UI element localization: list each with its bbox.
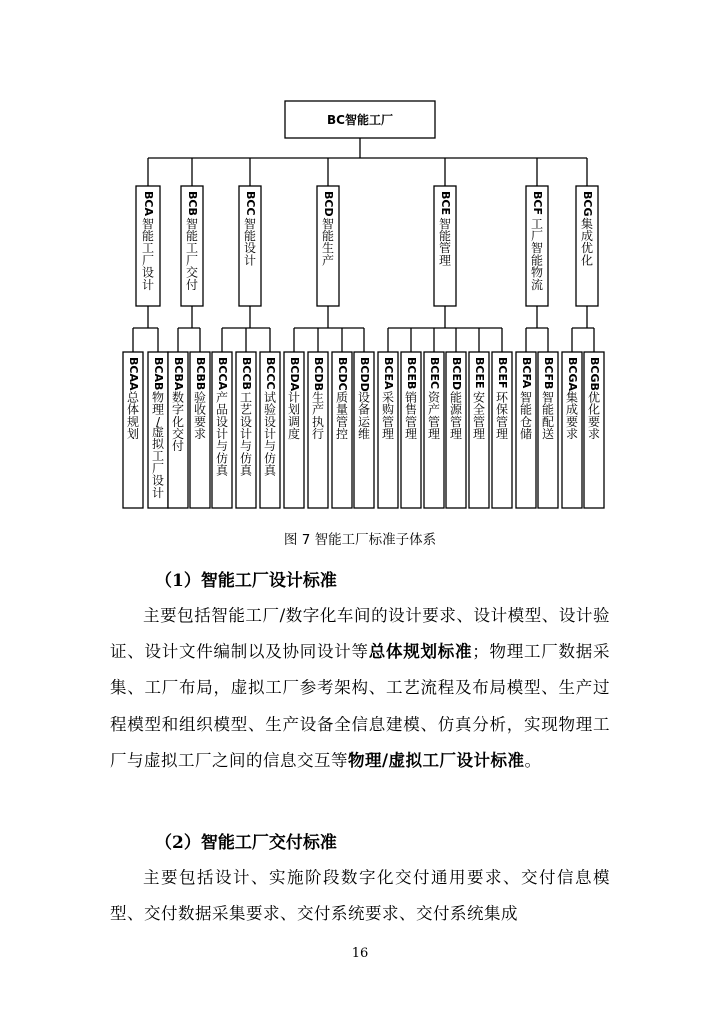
level1-name-3: 智能生产 bbox=[321, 216, 335, 268]
level2-name-3: 验收要求 bbox=[193, 390, 207, 441]
level1-code-0: BCA bbox=[142, 191, 155, 216]
section1-bold-b: 物理/虚拟工厂设计标准 bbox=[348, 750, 525, 770]
level2-name-10: 设备运维 bbox=[357, 390, 371, 441]
level2-code-11: BCEA bbox=[382, 357, 395, 390]
level2-name-16: 环保管理 bbox=[495, 390, 509, 441]
section2-paragraph: 主要包括设计、实施阶段数字化交付通用要求、交付信息模型、交付数据采集要求、交付系统要求、交付系统集成 bbox=[110, 868, 610, 924]
level2-code-10: BCDD bbox=[358, 357, 371, 392]
level2-code-6: BCCC bbox=[264, 357, 277, 390]
level2-code-4: BCCA bbox=[216, 357, 229, 391]
level2-name-6: 试验设计与仿真 bbox=[263, 390, 277, 478]
level2-name-19: 集成要求 bbox=[565, 390, 579, 441]
level2-code-0: BCAA bbox=[127, 357, 140, 391]
level1-name-1: 智能工厂交付 bbox=[185, 216, 199, 292]
level2-name-18: 智能配送 bbox=[541, 390, 555, 441]
level1-code-1: BCB bbox=[186, 191, 199, 216]
level2-name-20: 优化要求 bbox=[587, 390, 601, 441]
level2-name-1: 物理/虚拟工厂设计 bbox=[151, 390, 165, 500]
level2-code-14: BCED bbox=[450, 357, 463, 391]
level2-name-11: 采购管理 bbox=[381, 390, 395, 441]
section1-bold-a: 总体规划标准 bbox=[368, 642, 473, 662]
level2-code-15: BCEE bbox=[473, 357, 486, 389]
level1-name-4: 智能管理 bbox=[438, 216, 452, 268]
level2-name-9: 质量管控 bbox=[335, 390, 349, 441]
page-number: 16 bbox=[351, 946, 369, 961]
level2-code-18: BCFB bbox=[542, 357, 555, 390]
level1-name-5: 工厂智能物流 bbox=[530, 216, 544, 292]
level2-code-12: BCEB bbox=[405, 357, 418, 390]
level2-name-13: 资产管理 bbox=[427, 390, 441, 441]
level1-code-3: BCD bbox=[322, 191, 335, 217]
figure-caption: 图 7 智能工厂标准子体系 bbox=[283, 532, 437, 548]
level2-name-14: 能源管理 bbox=[449, 390, 463, 441]
level2-code-8: BCDB bbox=[312, 357, 325, 391]
root-node-label: BC智能工厂 bbox=[327, 113, 393, 127]
level1-name-0: 智能工厂设计 bbox=[141, 216, 155, 292]
level2-name-17: 智能仓储 bbox=[519, 390, 533, 441]
level2-name-8: 生产执行 bbox=[311, 390, 325, 441]
level2-code-1: BCAB bbox=[152, 357, 165, 391]
level2-name-0: 总体规划 bbox=[126, 390, 140, 441]
level2-name-15: 安全管理 bbox=[472, 390, 486, 441]
section1-text-a: 主要包括智能工厂/数字化车间的设计要求、设计模型、设计验证、设计文件编制以及协同设计等 bbox=[110, 606, 610, 662]
level2-name-4: 产品设计与仿真 bbox=[215, 390, 229, 478]
level2-code-16: BCEF bbox=[496, 357, 509, 389]
level2-code-9: BCDC bbox=[336, 357, 349, 391]
level1-code-4: BCE bbox=[439, 191, 452, 215]
level2-code-17: BCFA bbox=[520, 357, 533, 389]
section1-paragraph bbox=[110, 598, 610, 779]
level1-code-2: BCC bbox=[244, 191, 257, 216]
level2-name-5: 工艺设计与仿真 bbox=[239, 390, 253, 478]
level2-code-7: BCDA bbox=[288, 357, 301, 392]
section1-text-end: 。 bbox=[524, 750, 542, 770]
level2-code-2: BCBA bbox=[172, 357, 185, 391]
section2-heading: （2）智能工厂交付标准 bbox=[155, 833, 337, 853]
level2-code-5: BCCB bbox=[240, 357, 253, 390]
level2-code-19: BCGA bbox=[566, 357, 579, 391]
level2-code-13: BCEC bbox=[428, 357, 441, 390]
level2-name-12: 销售管理 bbox=[404, 390, 418, 441]
level2-code-20: BCGB bbox=[588, 357, 601, 391]
level1-code-6: BCG bbox=[581, 191, 594, 217]
level2-code-3: BCBB bbox=[194, 357, 207, 391]
section1-text-b: ；物理工厂数据采集、工厂布局，虚拟工厂参考架构、工艺流程及布局模型、生产过程模型和组织模型、生产设备全信息建模、仿真分析，实现物理工厂与虚拟工厂之间的信息交互等 bbox=[110, 642, 610, 770]
section1-heading: （1）智能工厂设计标准 bbox=[155, 571, 337, 591]
level1-name-2: 智能设计 bbox=[243, 216, 257, 268]
level2-name-7: 计划调度 bbox=[287, 390, 301, 441]
level2-name-2: 数字化交付 bbox=[171, 390, 185, 454]
level1-name-6: 集成优化 bbox=[580, 216, 594, 268]
level1-code-5: BCF bbox=[531, 191, 544, 215]
